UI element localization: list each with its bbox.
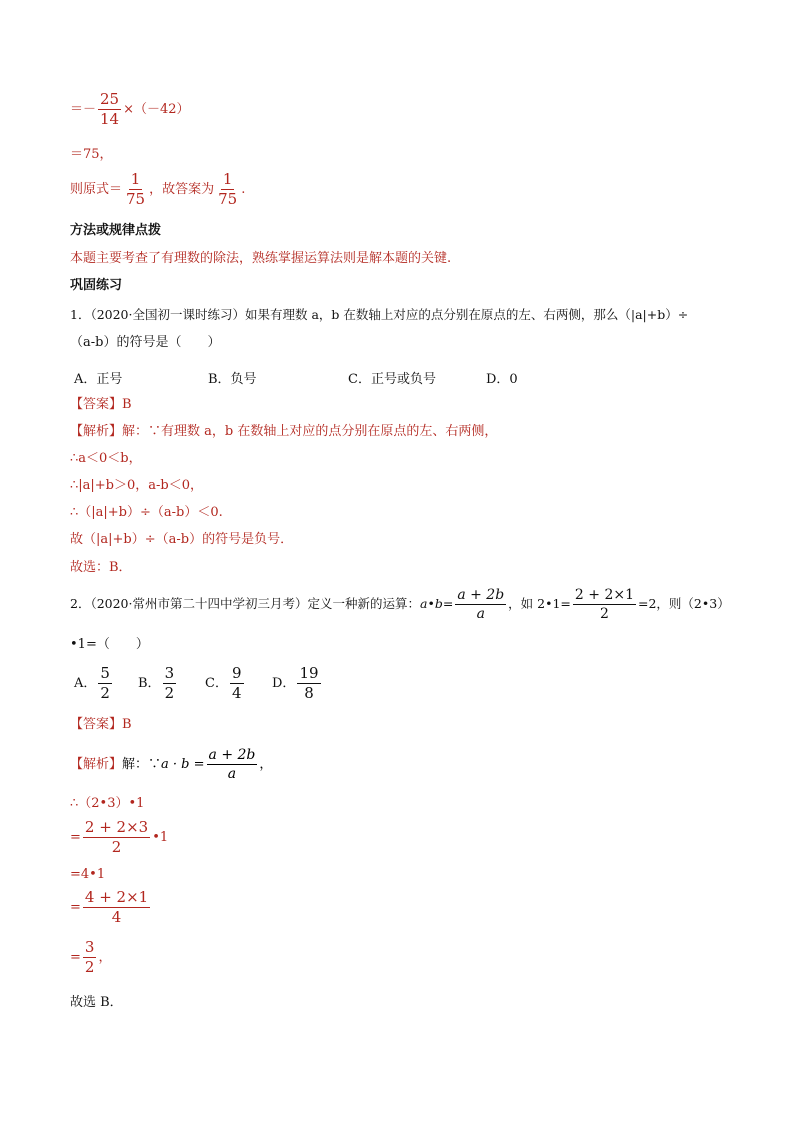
fraction-numerator: 3 [164, 664, 175, 682]
q1-answer: 【答案】B [70, 397, 132, 412]
q1-step-4: 故（|a|+b）÷（a-b）的符号是负号． [70, 532, 294, 547]
fraction [124, 172, 147, 207]
fraction-denominator: 4 [231, 684, 242, 702]
q2-final-choice: 故选 B． [70, 995, 123, 1010]
method-heading: 方法或规律点拨 [70, 223, 162, 238]
calc-step-2: ＝75， [70, 147, 113, 162]
conclusion-line [70, 172, 245, 207]
fraction-numerator: 2 + 2×1 [574, 587, 634, 603]
q2-operation: a•b= [420, 596, 454, 611]
fraction [297, 666, 320, 701]
q2-stem-text: ，如 2•1= [508, 596, 571, 611]
q2-choice-b [138, 666, 178, 701]
fraction-numerator: 19 [299, 664, 319, 682]
fraction-numerator: 9 [231, 664, 242, 682]
fraction [98, 92, 121, 127]
equals-sign: = [70, 900, 81, 915]
analysis-text: ， [259, 757, 273, 772]
q2-step-2 [70, 820, 168, 855]
fraction-denominator: 75 [218, 190, 238, 208]
fraction-denominator: 2 [599, 606, 609, 622]
q2-step-5 [70, 940, 111, 975]
q2-stem-line1 [70, 588, 730, 621]
equals-sign: = [70, 830, 81, 845]
fraction [207, 748, 258, 781]
q1-step-2: ∴|a|+b＞0，a-b＜0， [70, 478, 204, 493]
q1-choice-d: D．0 [486, 372, 518, 387]
step1-prefix: ＝－ [70, 102, 97, 117]
q2-stem-text: =2，则（2•3） [638, 596, 730, 611]
q1-choice-b: B．负号 [208, 372, 257, 387]
fraction-numerator: 5 [100, 664, 110, 682]
q2-step-1: ∴（2•3）•1 [70, 796, 145, 811]
analysis-tag: 【解析】 [70, 757, 123, 772]
fraction-numerator: 1 [222, 170, 233, 188]
fraction-numerator: 25 [100, 90, 120, 108]
q2-answer: 【答案】B [70, 717, 132, 732]
q1-step-3: ∴（|a|+b）÷（a-b）＜0. [70, 505, 223, 520]
q2-choice-c [205, 666, 246, 701]
q2-stem-line2: •1=（ ） [70, 637, 149, 652]
analysis-text: 解：∵ [122, 757, 162, 772]
fraction-denominator: 75 [126, 190, 146, 208]
q2-analysis [70, 748, 272, 781]
method-text: 本题主要考查了有理数的除法，熟练掌握运算法则是解本题的关键. [70, 251, 452, 266]
fraction [83, 890, 150, 925]
fraction-denominator: 14 [100, 110, 120, 128]
choice-label: C． [205, 676, 228, 691]
fraction-numerator: a + 2b [457, 587, 505, 603]
fraction-numerator: a + 2b [208, 747, 256, 763]
conclusion-end: . [241, 182, 246, 197]
q1-stem-line2: （a-b）的符号是（ ） [70, 335, 221, 350]
analysis-tag: 【解析】 [70, 424, 123, 439]
conclusion-text: 则原式＝ [70, 182, 123, 197]
q1-analysis [70, 423, 497, 441]
analysis-text: 解：∵有理数 a，b 在数轴上对应的点分别在原点的左、右两侧， [122, 424, 498, 439]
q1-choice-a: A．正号 [74, 372, 123, 387]
fraction-numerator: 1 [130, 170, 141, 188]
fraction-numerator: 3 [84, 938, 95, 956]
q1-step-1: ∴a＜0＜b， [70, 451, 142, 466]
conclusion-text: ，故答案为 [149, 182, 215, 197]
q1-stem-line1: 1．（2020·全国初一课时练习）如果有理数 a，b 在数轴上对应的点分别在原点的左、右两侧，那么（|a|+b）÷ [70, 307, 689, 322]
fraction-numerator: 4 + 2×1 [84, 888, 149, 906]
fraction [573, 588, 636, 621]
step-suffix: •1 [152, 830, 169, 845]
q2-choice-d [272, 666, 323, 701]
q1-choice-c: C．正号或负号 [348, 372, 436, 387]
fraction-denominator: a [227, 766, 237, 782]
fraction [455, 588, 506, 621]
choice-label: D． [272, 676, 296, 691]
q2-stem-text: 2．（2020·常州市第二十四中学初三月考）定义一种新的运算： [70, 596, 420, 611]
practice-heading: 巩固练习 [70, 278, 123, 293]
q1-step-5: 故选：B． [70, 560, 132, 575]
fraction [230, 666, 244, 701]
fraction [163, 666, 177, 701]
fraction-denominator: 2 [164, 684, 175, 702]
fraction [98, 666, 112, 701]
choice-label: A． [74, 676, 97, 691]
fraction-denominator: 4 [111, 908, 122, 926]
step1-suffix: ×（－42） [123, 102, 190, 117]
fraction-numerator: 2 + 2×3 [84, 818, 149, 836]
choice-label: B． [138, 676, 161, 691]
analysis-operation: a · b = [161, 757, 205, 772]
equals-sign: = [70, 950, 81, 965]
fraction-denominator: 2 [111, 838, 122, 856]
q2-step-3: =4•1 [70, 867, 106, 882]
q2-step-4 [70, 890, 152, 925]
fraction-denominator: 2 [100, 684, 110, 702]
fraction [216, 172, 239, 207]
fraction [83, 820, 150, 855]
fraction-denominator: 2 [84, 958, 95, 976]
fraction-denominator: a [476, 606, 485, 622]
calc-step-1 [70, 92, 190, 127]
fraction-denominator: 8 [304, 684, 314, 702]
q2-choice-a [74, 666, 114, 701]
step-suffix: ， [98, 950, 112, 965]
fraction [83, 940, 97, 975]
